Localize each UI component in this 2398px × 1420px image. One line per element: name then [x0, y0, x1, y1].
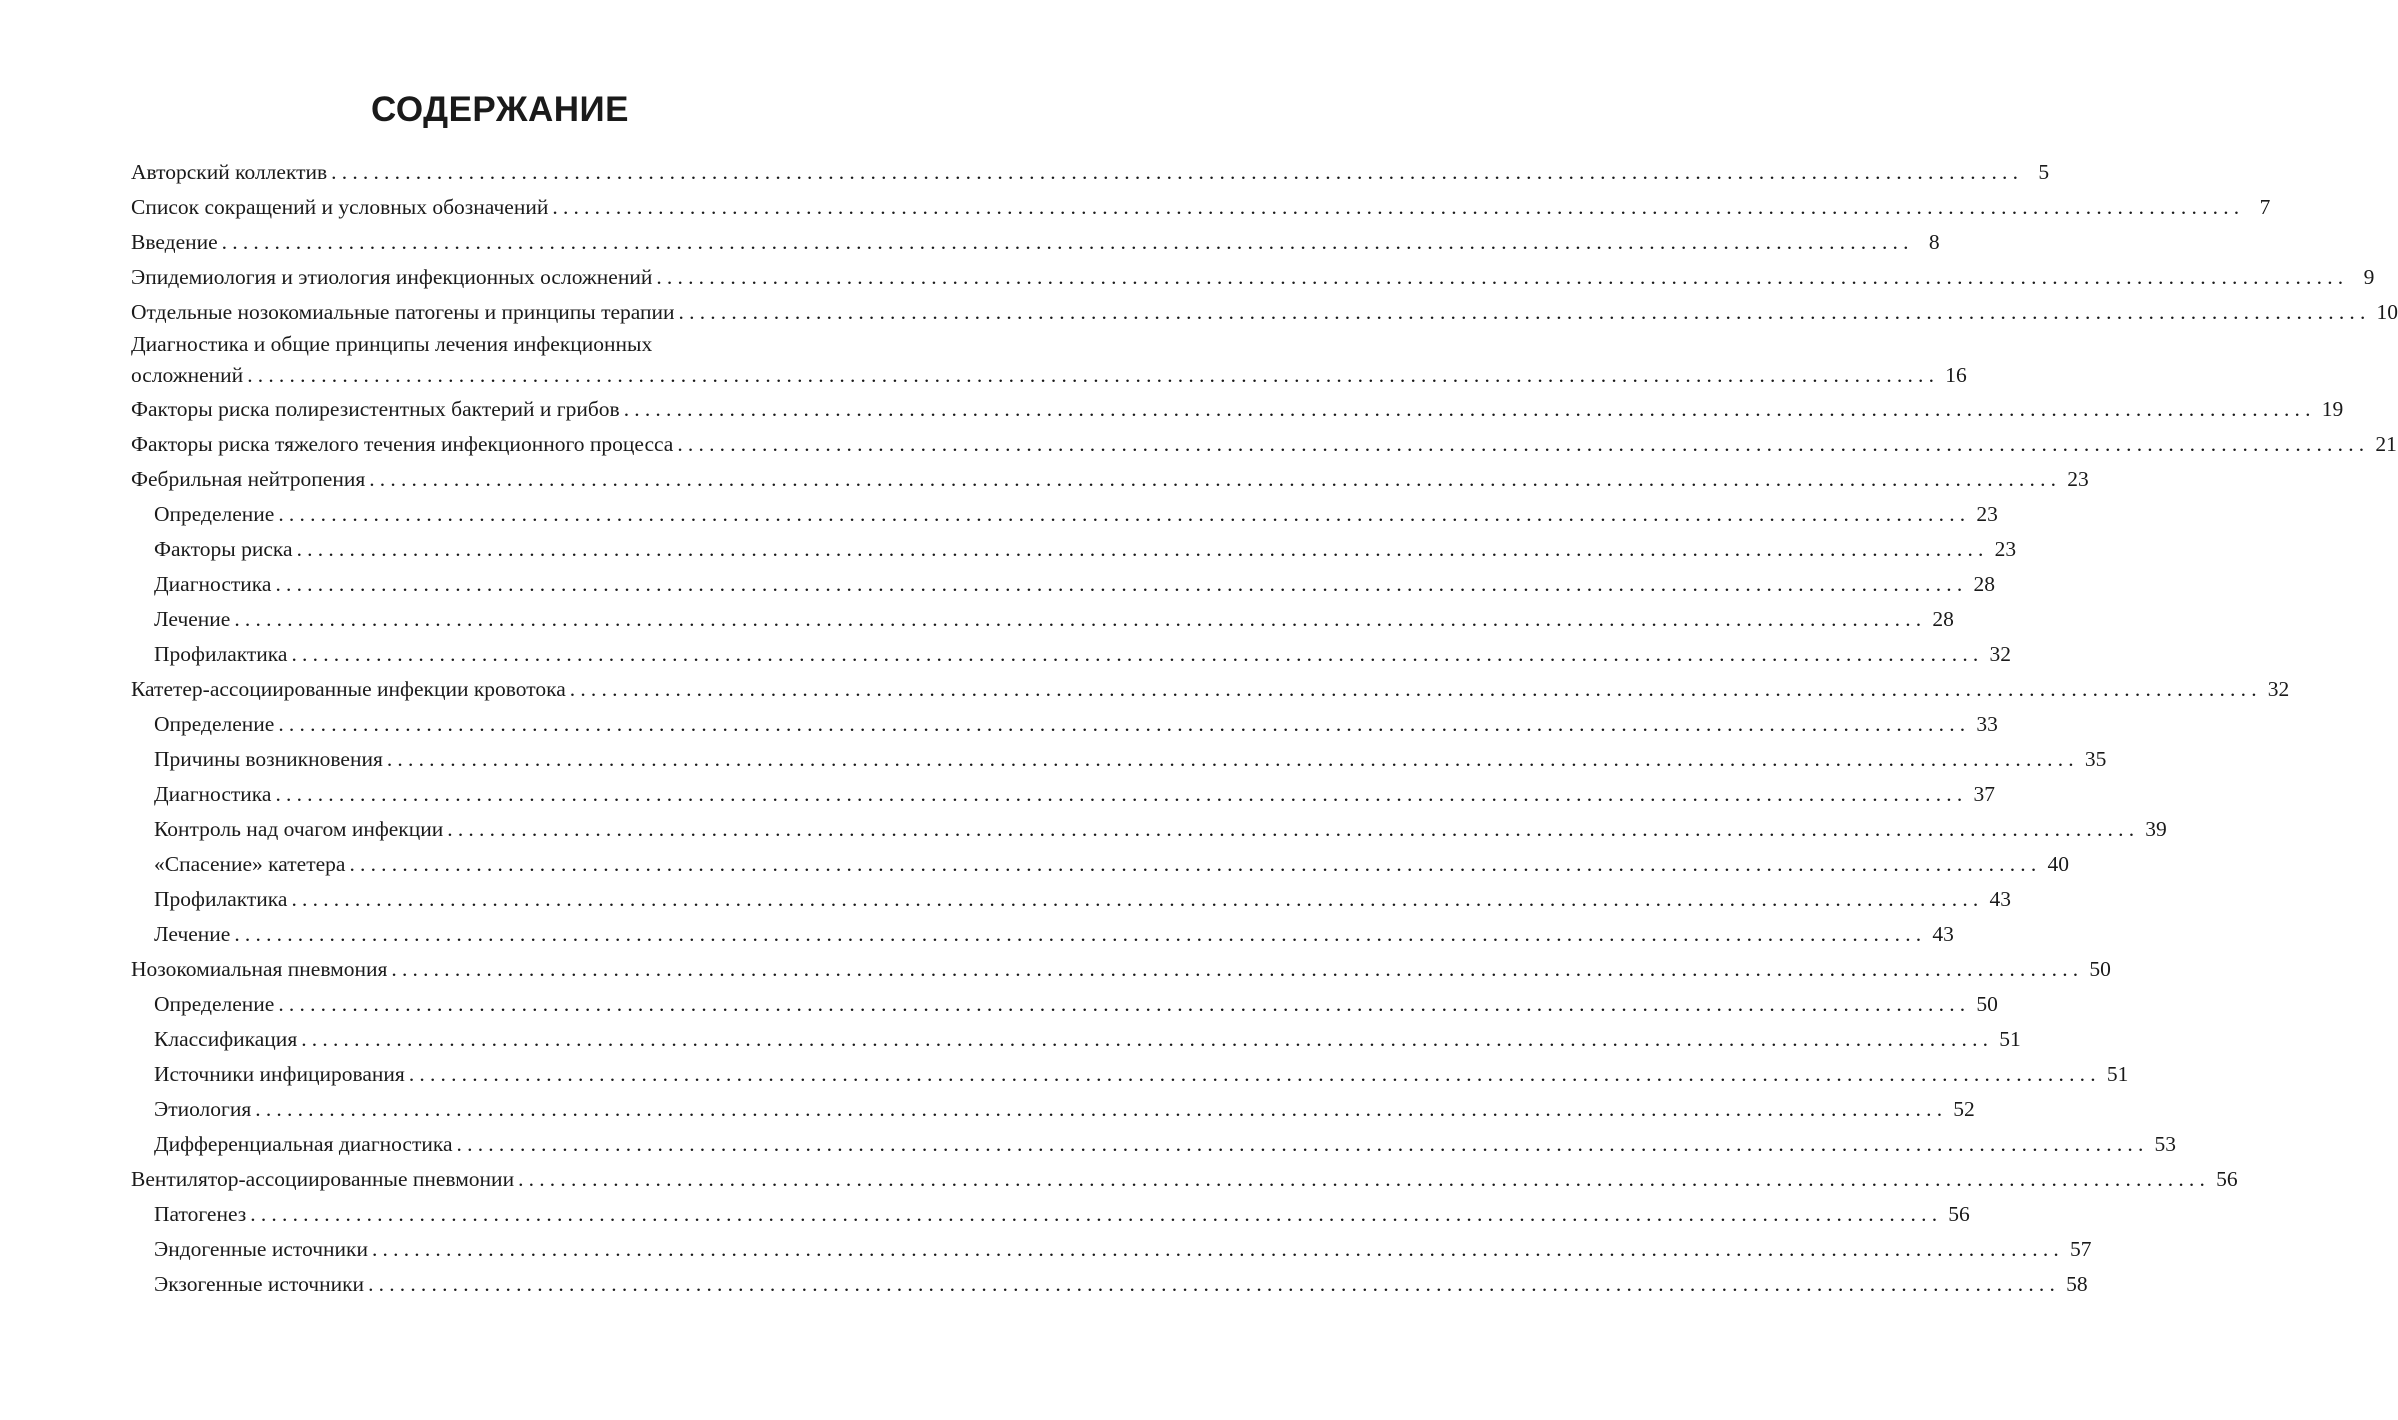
- toc-leader-dots: ................................................................................................................................................................: [278, 712, 1971, 736]
- toc-leader-dots: ................................................................................................................................................................: [278, 502, 1971, 526]
- toc-entry[interactable]: [131, 260, 2375, 295]
- toc-entry-label: Классификация: [154, 1027, 298, 1051]
- toc-page-number: 52: [1953, 1097, 1975, 1121]
- toc-leader-dots: ................................................................................................................................................................: [368, 1272, 2061, 1296]
- toc-entry-label: Дифференциальная диагностика: [154, 1132, 453, 1156]
- toc-entry-label: Фебрильная нейтропения: [131, 467, 366, 491]
- toc-subentry[interactable]: [131, 637, 2011, 672]
- toc-entry-label: Эндогенные источники: [154, 1237, 368, 1261]
- toc-leader-dots: ................................................................................................................................................................: [291, 887, 1984, 911]
- toc-page-number: 21: [2375, 432, 2397, 456]
- toc-entry-label: Экзогенные источники: [154, 1272, 365, 1296]
- toc-leader-dots: ................................................................................................................................................................: [408, 1062, 2101, 1086]
- toc-subentry[interactable]: [131, 742, 2107, 777]
- toc-entry-label: Отдельные нозокомиальные патогены и принципы терапии: [131, 300, 675, 324]
- toc-page-number: 57: [2069, 1237, 2092, 1261]
- toc-page-number: 5: [2038, 160, 2050, 184]
- toc-subentry[interactable]: [131, 1092, 1975, 1127]
- toc-entry-label: Причины возникновения: [154, 747, 383, 771]
- toc-page-number: 50: [1976, 992, 1998, 1016]
- toc-entry[interactable]: [131, 190, 2271, 225]
- toc-page-number: 43: [1932, 922, 1954, 946]
- toc-entry-label: Определение: [154, 712, 275, 736]
- toc-entry[interactable]: [131, 427, 2397, 462]
- toc-subentry[interactable]: [131, 847, 2069, 882]
- toc-leader-dots: ................................................................................................................................................................: [447, 817, 2140, 841]
- toc-leader-dots: ................................................................................................................................................................: [221, 230, 1914, 254]
- toc-leader-dots: ................................................................................................................................................................: [301, 1027, 1994, 1051]
- toc-subentry[interactable]: [131, 1267, 2088, 1302]
- toc-entry-label: Этиология: [154, 1097, 252, 1121]
- toc-entry-label: Контроль над очагом инфекции: [154, 817, 444, 841]
- toc-entry-label: Катетер-ассоциированные инфекции кровотока: [131, 677, 566, 701]
- toc-subentry[interactable]: [131, 707, 1998, 742]
- toc-leader-dots: ................................................................................................................................................................: [275, 572, 1968, 596]
- toc-leader-dots: ................................................................................................................................................................: [296, 537, 1989, 561]
- toc-leader-dots: ................................................................................................................................................................: [275, 782, 1968, 806]
- toc-entry[interactable]: [131, 952, 2111, 987]
- toc-entry[interactable]: [131, 392, 2344, 427]
- toc-page-number: 8: [1928, 230, 1940, 254]
- toc-entry[interactable]: [131, 295, 2398, 330]
- toc-page-number: 37: [1973, 782, 1995, 806]
- toc-page-number: 58: [2066, 1272, 2088, 1296]
- toc-page-number: 39: [2145, 817, 2167, 841]
- toc-entry-label: Источники инфицирования: [154, 1062, 405, 1086]
- toc-leader-dots: ................................................................................................................................................................: [623, 397, 2316, 421]
- toc-subentry[interactable]: [131, 602, 1954, 637]
- toc-page-number: 51: [1999, 1027, 2021, 1051]
- toc-page-number: 16: [1945, 363, 1967, 387]
- table-of-contents: [131, 155, 2398, 1302]
- toc-subentry[interactable]: [131, 812, 2167, 847]
- toc-entry-label: Патогенез: [154, 1202, 247, 1226]
- toc-subentry[interactable]: [131, 567, 1995, 602]
- toc-page-number: 33: [1976, 712, 1998, 736]
- toc-entry-label: Определение: [154, 992, 275, 1016]
- toc-leader-dots: ................................................................................................................................................................: [234, 922, 1927, 946]
- toc-page-number: 19: [2321, 397, 2344, 421]
- toc-page-number: 32: [2267, 677, 2290, 701]
- toc-page-number: 7: [2259, 195, 2271, 219]
- toc-subentry[interactable]: [131, 987, 1998, 1022]
- toc-entry-label: Диагностика: [154, 572, 272, 596]
- toc-leader-dots: ................................................................................................................................................................: [656, 265, 2349, 289]
- toc-leader-dots: ................................................................................................................................................................: [331, 160, 2024, 184]
- toc-page-number: 50: [2089, 957, 2111, 981]
- toc-page-number: 23: [1994, 537, 2017, 561]
- toc-leader-dots: ................................................................................................................................................................: [349, 852, 2042, 876]
- toc-entry-label: Введение: [131, 230, 218, 254]
- toc-leader-dots: ................................................................................................................................................................: [278, 992, 1971, 1016]
- toc-leader-dots: ................................................................................................................................................................: [255, 1097, 1948, 1121]
- toc-page-number: 28: [1973, 572, 1995, 596]
- toc-page-number: 35: [2084, 747, 2107, 771]
- toc-entry[interactable]: [131, 155, 2050, 190]
- toc-page-number: 32: [1989, 642, 2011, 666]
- toc-leader-dots: ................................................................................................................................................................: [291, 642, 1984, 666]
- toc-leader-dots: ................................................................................................................................................................: [234, 607, 1927, 631]
- toc-entry[interactable]: [131, 1162, 2238, 1197]
- toc-subentry[interactable]: [131, 1232, 2092, 1267]
- toc-leader-dots: ................................................................................................................................................................: [369, 467, 2062, 491]
- toc-entry-label: Лечение: [154, 607, 231, 631]
- toc-subentry[interactable]: [131, 497, 1998, 532]
- toc-entry-label: Определение: [154, 502, 275, 526]
- toc-subentry[interactable]: [131, 1022, 2021, 1057]
- toc-entry-label: Вентилятор-ассоциированные пневмонии: [131, 1167, 515, 1191]
- toc-entry-label: «Спасение» катетера: [154, 852, 346, 876]
- toc-subentry[interactable]: [131, 917, 1954, 952]
- toc-page-number: 43: [1989, 887, 2011, 911]
- toc-leader-dots: ................................................................................................................................................................: [456, 1132, 2149, 1156]
- toc-leader-dots: ................................................................................................................................................................: [386, 747, 2079, 771]
- toc-entry-label: Диагностика: [154, 782, 272, 806]
- toc-entry-label: Факторы риска тяжелого течения инфекционного процесса: [131, 432, 674, 456]
- toc-page-number: 10: [2376, 300, 2398, 324]
- toc-page-number: 51: [2106, 1062, 2129, 1086]
- toc-entry-label: Факторы риска: [154, 537, 293, 561]
- toc-leader-dots: ................................................................................................................................................................: [371, 1237, 2064, 1261]
- toc-entry-label-line2: осложнений: [131, 363, 244, 387]
- toc-entry-label: Эпидемиология и этиология инфекционных осложнений: [131, 265, 653, 289]
- toc-entry-label: Список сокращений и условных обозначений: [131, 195, 549, 219]
- toc-subentry[interactable]: [131, 1057, 2129, 1092]
- toc-subentry[interactable]: [131, 882, 2011, 917]
- toc-page-number: 40: [2047, 852, 2069, 876]
- toc-subentry[interactable]: [131, 777, 1995, 812]
- toc-page-number: 56: [2216, 1167, 2238, 1191]
- toc-page-number: 23: [2067, 467, 2089, 491]
- toc-leader-dots: ................................................................................................................................................................: [391, 957, 2084, 981]
- toc-entry-label: Лечение: [154, 922, 231, 946]
- toc-leader-dots: ................................................................................................................................................................: [569, 677, 2262, 701]
- toc-entry-label-line1: Диагностика и общие принципы лечения инфекционных: [131, 332, 653, 356]
- toc-entry-label: Нозокомиальная пневмония: [131, 957, 388, 981]
- toc-leader-dots: ................................................................................................................................................................: [518, 1167, 2211, 1191]
- toc-leader-dots: ................................................................................................................................................................: [247, 363, 1940, 387]
- toc-entry[interactable]: [131, 672, 2290, 707]
- toc-subentry[interactable]: [131, 1197, 1970, 1232]
- toc-page-number: 23: [1976, 502, 1998, 526]
- toc-entry-label: Профилактика: [154, 642, 288, 666]
- toc-entry-multiline[interactable]: [131, 330, 1967, 392]
- toc-subentry[interactable]: [131, 1127, 2177, 1162]
- toc-leader-dots: ................................................................................................................................................................: [678, 300, 2371, 324]
- toc-entry[interactable]: [131, 462, 2089, 497]
- toc-leader-dots: ................................................................................................................................................................: [677, 432, 2370, 456]
- toc-page-number: 9: [2363, 265, 2375, 289]
- toc-page-number: 53: [2154, 1132, 2177, 1156]
- toc-entry-label: Профилактика: [154, 887, 288, 911]
- toc-leader-dots: ................................................................................................................................................................: [552, 195, 2245, 219]
- toc-entry-label: Авторский коллектив: [131, 160, 328, 184]
- toc-subentry[interactable]: [131, 532, 2017, 567]
- page-title: СОДЕРЖАНИЕ: [370, 90, 629, 129]
- toc-leader-dots: ................................................................................................................................................................: [250, 1202, 1943, 1226]
- toc-page-number: 56: [1948, 1202, 1970, 1226]
- toc-entry-label: Факторы риска полирезистентных бактерий и грибов: [131, 397, 620, 421]
- toc-page-number: 28: [1932, 607, 1954, 631]
- toc-entry[interactable]: [131, 225, 1940, 260]
